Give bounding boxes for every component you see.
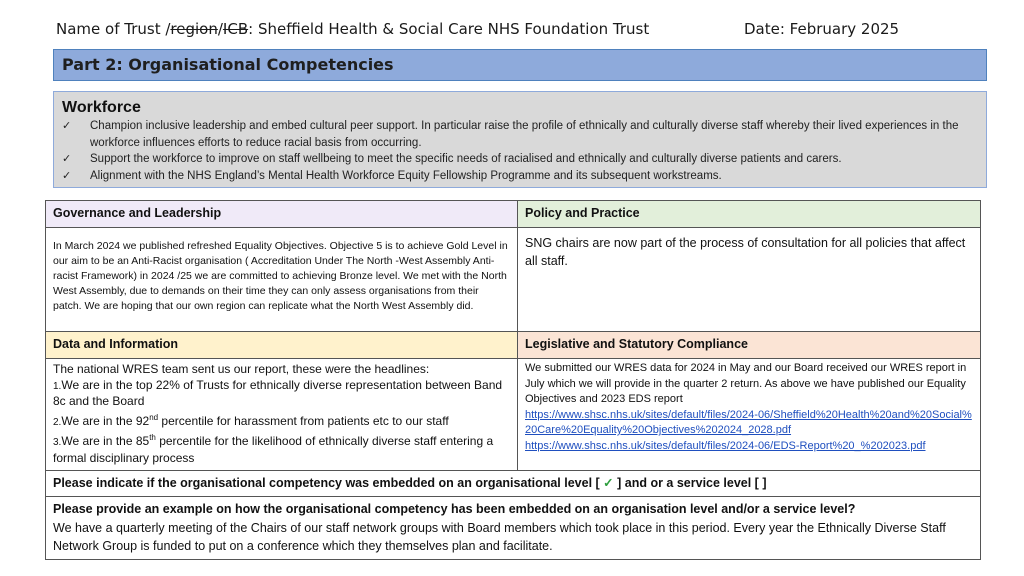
check-icon: ✓ bbox=[62, 169, 72, 182]
eds-report-link[interactable]: https://www.shsc.nhs.uk/sites/default/files/2024-06/EDS-Report%20_%202023.pdf bbox=[525, 439, 926, 452]
struck-region: region bbox=[170, 20, 218, 38]
list-item: 3.We are in the 85th percentile for the likelihood of ethnically diverse staff entering a formal disciplinary process bbox=[53, 433, 494, 465]
list-item: 1.We are in the top 22% of Trusts for ethnically diverse representation between Band 8c and the Board bbox=[53, 377, 503, 408]
data-body: The national WRES team sent us our report, these were the headlines: 1.We are in the top 22% of Trusts for ethnically diverse representation between Band 8c and the Board 2.We are in the 92nd percentile for harassment from patients etc to our staff 3.We are in the 85th percentile for the likelihood of ethnically diverse staff entering a formal disciplinary process bbox=[46, 359, 518, 471]
embedded-level-row: Please indicate if the organisational competency was embedded on an organisational level [ ✓ ] and or a service level [ ] bbox=[46, 471, 981, 497]
data-heading: Data and Information bbox=[46, 332, 518, 359]
check-icon: ✓ bbox=[62, 120, 72, 132]
struck-icb: ICB bbox=[222, 20, 249, 38]
trust-name: : Sheffield Health & Social Care NHS Foundation Trust bbox=[248, 20, 650, 38]
example-answer: We have a quarterly meeting of the Chairs of our staff network groups with Board members which took place in this period. Every year the Ethnically Diverse Staff Network Group is funded to put on a conference which they themselves plan and facilitate. bbox=[53, 520, 946, 553]
equality-objectives-link[interactable]: https://www.shsc.nhs.uk/sites/default/files/2024-06/Sheffield%20Health%20and%20Social%20Care%20Equality%20Objectives%202024_2028.pdf bbox=[525, 408, 972, 436]
workforce-box bbox=[53, 91, 987, 188]
trust-label: Name of Trust / bbox=[56, 20, 171, 38]
report-date: Date: February 2025 bbox=[744, 20, 900, 38]
document-header bbox=[56, 20, 956, 44]
workforce-title: Workforce bbox=[62, 99, 141, 116]
trust-name-line bbox=[56, 20, 649, 38]
part-title: Part 2: Organisational Competencies bbox=[53, 49, 987, 81]
example-row bbox=[46, 497, 981, 560]
separator: / bbox=[217, 20, 223, 38]
workforce-item: ✓ Champion inclusive leadership and embed cultural peer support. In particular raise the profile of ethnically and culturally diverse staff whereby their lived experiences in the workforce influences efforts to reduce racial basis from occurring. bbox=[62, 120, 959, 149]
policy-body: SNG chairs are now part of the process of consultation for all policies that affect all staff. bbox=[518, 228, 981, 332]
list-item: 2.We are in the 92nd percentile for harassment from patients etc to our staff bbox=[53, 412, 449, 428]
governance-body: In March 2024 we published refreshed Equality Objectives. Objective 5 is to achieve Gold Level in our aim to be an Anti-Racist organisation ( Accreditation Under The North -West Assembly Anti-racist Framework) in 2024 /25 we are committed to achieving Bronze level. We met with the North West Assembly, due to demands on their time they can only assess organisations from their patch. We are hoping that our own region can replicate what the North West Assembly did. bbox=[46, 228, 518, 332]
policy-heading: Policy and Practice bbox=[518, 201, 981, 228]
legislative-body: We submitted our WRES data for 2024 in May and our Board received our WRES report in July which we will provide in the quarter 2 return. As above we have published our Equality Objectives and 2023 EDS report https://www.shsc.nhs.uk/sites/default/files/2024-06/Sheffield%20Health%20and%20Social%20Care%20Equality%20Objectives%202024_2028.pdf https://www.shsc.nhs.uk/sites/default/files/2024-06/EDS-Report%20_%202023.pdf bbox=[518, 359, 981, 471]
example-question: Please provide an example on how the organisational competency has been embedded on an organisation level and/or a service level? bbox=[53, 502, 856, 516]
competencies-table bbox=[45, 200, 981, 560]
governance-heading: Governance and Leadership bbox=[46, 201, 518, 228]
workforce-item: ✓ Alignment with the NHS England’s Mental Health Workforce Equity Fellowship Programme and its subsequent workstreams. bbox=[62, 168, 978, 185]
legislative-heading: Legislative and Statutory Compliance bbox=[518, 332, 981, 359]
check-icon: ✓ bbox=[62, 153, 72, 165]
workforce-list bbox=[62, 118, 978, 184]
check-icon: ✓ bbox=[603, 476, 614, 490]
workforce-item: ✓ Support the workforce to improve on staff wellbeing to meet the specific needs of racialised and ethnically and culturally diverse patients and carers. bbox=[62, 151, 978, 168]
